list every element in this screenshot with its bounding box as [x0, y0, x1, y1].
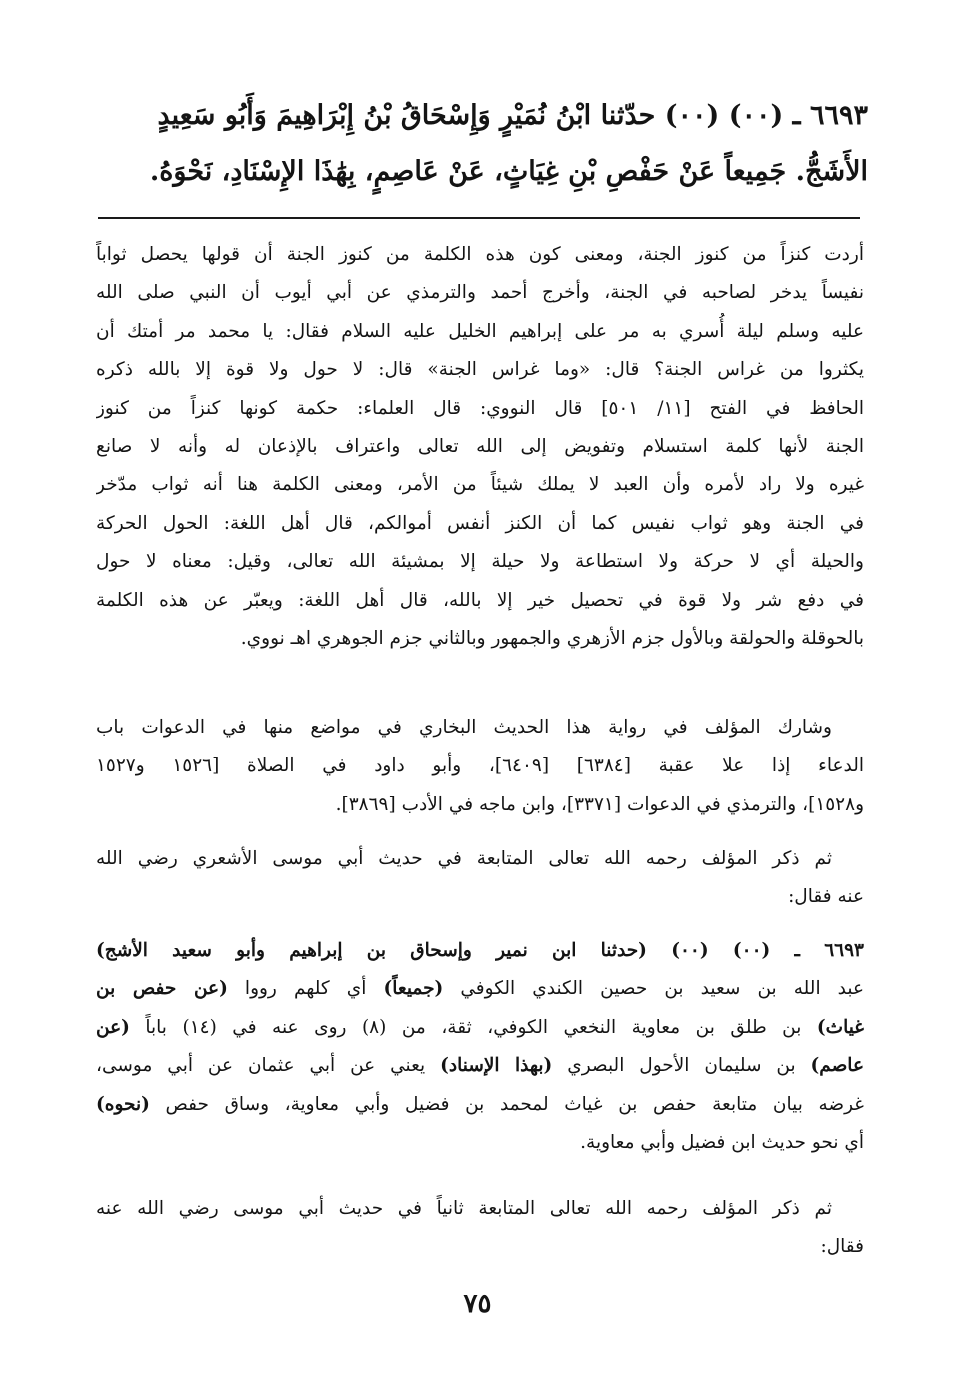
commentary-line — [96, 1047, 864, 1085]
commentary-paragraph — [96, 1190, 864, 1267]
text-segment: يعني عن أبي عثمان عن أبي موسى، — [96, 1055, 441, 1077]
hadith-text-line: ٦٦٩٣ ـ (٠٠) (٠٠) حدّثنا ابْنُ نُمَيْرٍ وَإِسْحَاقُ بْنُ إِبْرَاهِيمَ وَأَبُو سَعِيدٍ — [157, 100, 868, 131]
commentary-paragraph — [96, 840, 864, 917]
commentary-line: ٦٦٩٣ ـ (٠٠) (٠٠) (حدثنا ابن نمير وإسحاق بن إبراهيم وأبو سعيد الأشج) — [96, 940, 864, 961]
commentary-line: عنه فقال: — [788, 886, 864, 908]
text-segment: أي كلهم رووا — [227, 978, 384, 1000]
commentary-line: والحيلة أي لا حركة ولا استطاعة ولا حيلة إلا بمشيئة الله تعالى، وقيل: معناه لا حول — [96, 551, 864, 573]
bold-segment: (نحوه) — [96, 1093, 150, 1115]
page-number: ٧٥ — [463, 1289, 492, 1319]
bold-segment: عاصم) — [810, 1055, 864, 1077]
separator-rule — [98, 217, 860, 219]
text-segment: عبد الله بن سعيد بن حصين الكندي الكوفي — [443, 978, 864, 1000]
commentary-line: و١٥٢٨]، والترمذي في الدعوات [٣٣٧١]، وابن ماجه في الأدب [٣٨٦٩]. — [335, 793, 864, 815]
commentary-line: غيره ولا راد لأمره وأن العبد لا يملك شيئاً من الأمر، ومعنى الكلمة هنا أنه ثواب مدّخر — [96, 474, 864, 496]
commentary-line — [96, 1086, 864, 1124]
commentary-line: نفيساً يدخر لصاحبه في الجنة، وأخرج أحمد والترمذي عن أبي أيوب أن النبي صلى الله — [96, 282, 864, 304]
bold-segment: غياث) — [816, 1016, 864, 1038]
commentary-line: بالحوقلة والحولقة وبالأول جزم الأزهري والجمهور وبالثاني جزم الجوهري اهـ نووي. — [240, 627, 864, 649]
commentary-line: يكثروا من غراس الجنة؟ قال: «وما غراس الجنة» قال: لا حول ولا قوة إلا بالله ذكره — [96, 359, 864, 381]
commentary-line: وشارك المؤلف في رواية هذا الحديث البخاري في مواضع منها في الدعوات باب — [96, 717, 832, 738]
commentary-line: أي نحو حديث ابن فضيل وأبي معاوية. — [580, 1131, 864, 1153]
commentary-paragraph — [96, 236, 864, 658]
commentary-line — [96, 1009, 864, 1047]
hadith-text-line: الأَشَجُّ. جَمِيعاً عَنْ حَفْصِ بْنِ غِيَاثٍ، عَنْ عَاصِمٍ، بِهَٰذَا الإِسْنَادِ، نَحْوَهُ. — [149, 156, 868, 187]
text-segment: غرضه بيان متابعة حفص بن غياث لمحمد بن فضيل وأبي معاوية، وساق حفص — [149, 1093, 864, 1115]
commentary-line: في دفع شر ولا قوة في تحصيل خير إلا بالله، قال أهل اللغة: ويعبّر عن هذه الكلمة — [96, 589, 864, 611]
bold-segment: (عن حفص بن — [96, 978, 228, 1000]
commentary-line: الدعاء إذا علا عقبة [٦٣٨٤] [٦٤٠٩]، وأبو داود في الصلاة [١٥٢٦ و١٥٢٧ — [96, 755, 864, 777]
commentary-line: ثم ذكر المؤلف رحمه الله تعالى المتابعة ثانياً في حديث أبي موسى رضي الله عنه — [96, 1198, 832, 1219]
text-segment: بن سليمان الأحول البصري — [552, 1055, 811, 1077]
commentary-line: الجنة لأنها كلمة استسلام وتفويض إلى الله تعالى واعتراف بالإذعان له وأنه لا صانع — [96, 435, 864, 457]
commentary-line: أردت كنزاً من كنوز الجنة، ومعنى كون هذه الكلمة من كنوز الجنة أن قولها يحصل ثواباً — [96, 244, 864, 265]
bold-segment: (بهذا الإسناد) — [440, 1055, 553, 1077]
commentary-line: الحافظ في الفتح [١١/ ٥٠١] قال النووي: قال العلماء: حكمة كونها كنزاً من كنوز — [96, 397, 864, 419]
bold-segment: (جميعاً) — [383, 978, 444, 1000]
bold-segment: (عن — [96, 1016, 130, 1038]
commentary-line: ثم ذكر المؤلف رحمه الله تعالى المتابعة في حديث أبي موسى الأشعري رضي الله — [96, 848, 832, 869]
text-segment: بن طلق بن معاوية النخعي الكوفي، ثقة، من (٨) روى عنه في (١٤) باباً — [129, 1016, 817, 1038]
commentary-line — [96, 970, 864, 1008]
commentary-paragraph — [96, 932, 864, 1162]
commentary-line: عليه وسلم ليلة أُسري به مر على إبراهيم الخليل عليه السلام فقال: يا محمد مر أمتك أن — [96, 320, 864, 342]
commentary-paragraph — [96, 709, 864, 824]
commentary-line: فقال: — [820, 1236, 864, 1258]
commentary-line: في الجنة وهو ثواب نفيس كما أن الكنز أنفس أموالكم، قال أهل اللغة: الحول الحركة — [96, 512, 864, 534]
